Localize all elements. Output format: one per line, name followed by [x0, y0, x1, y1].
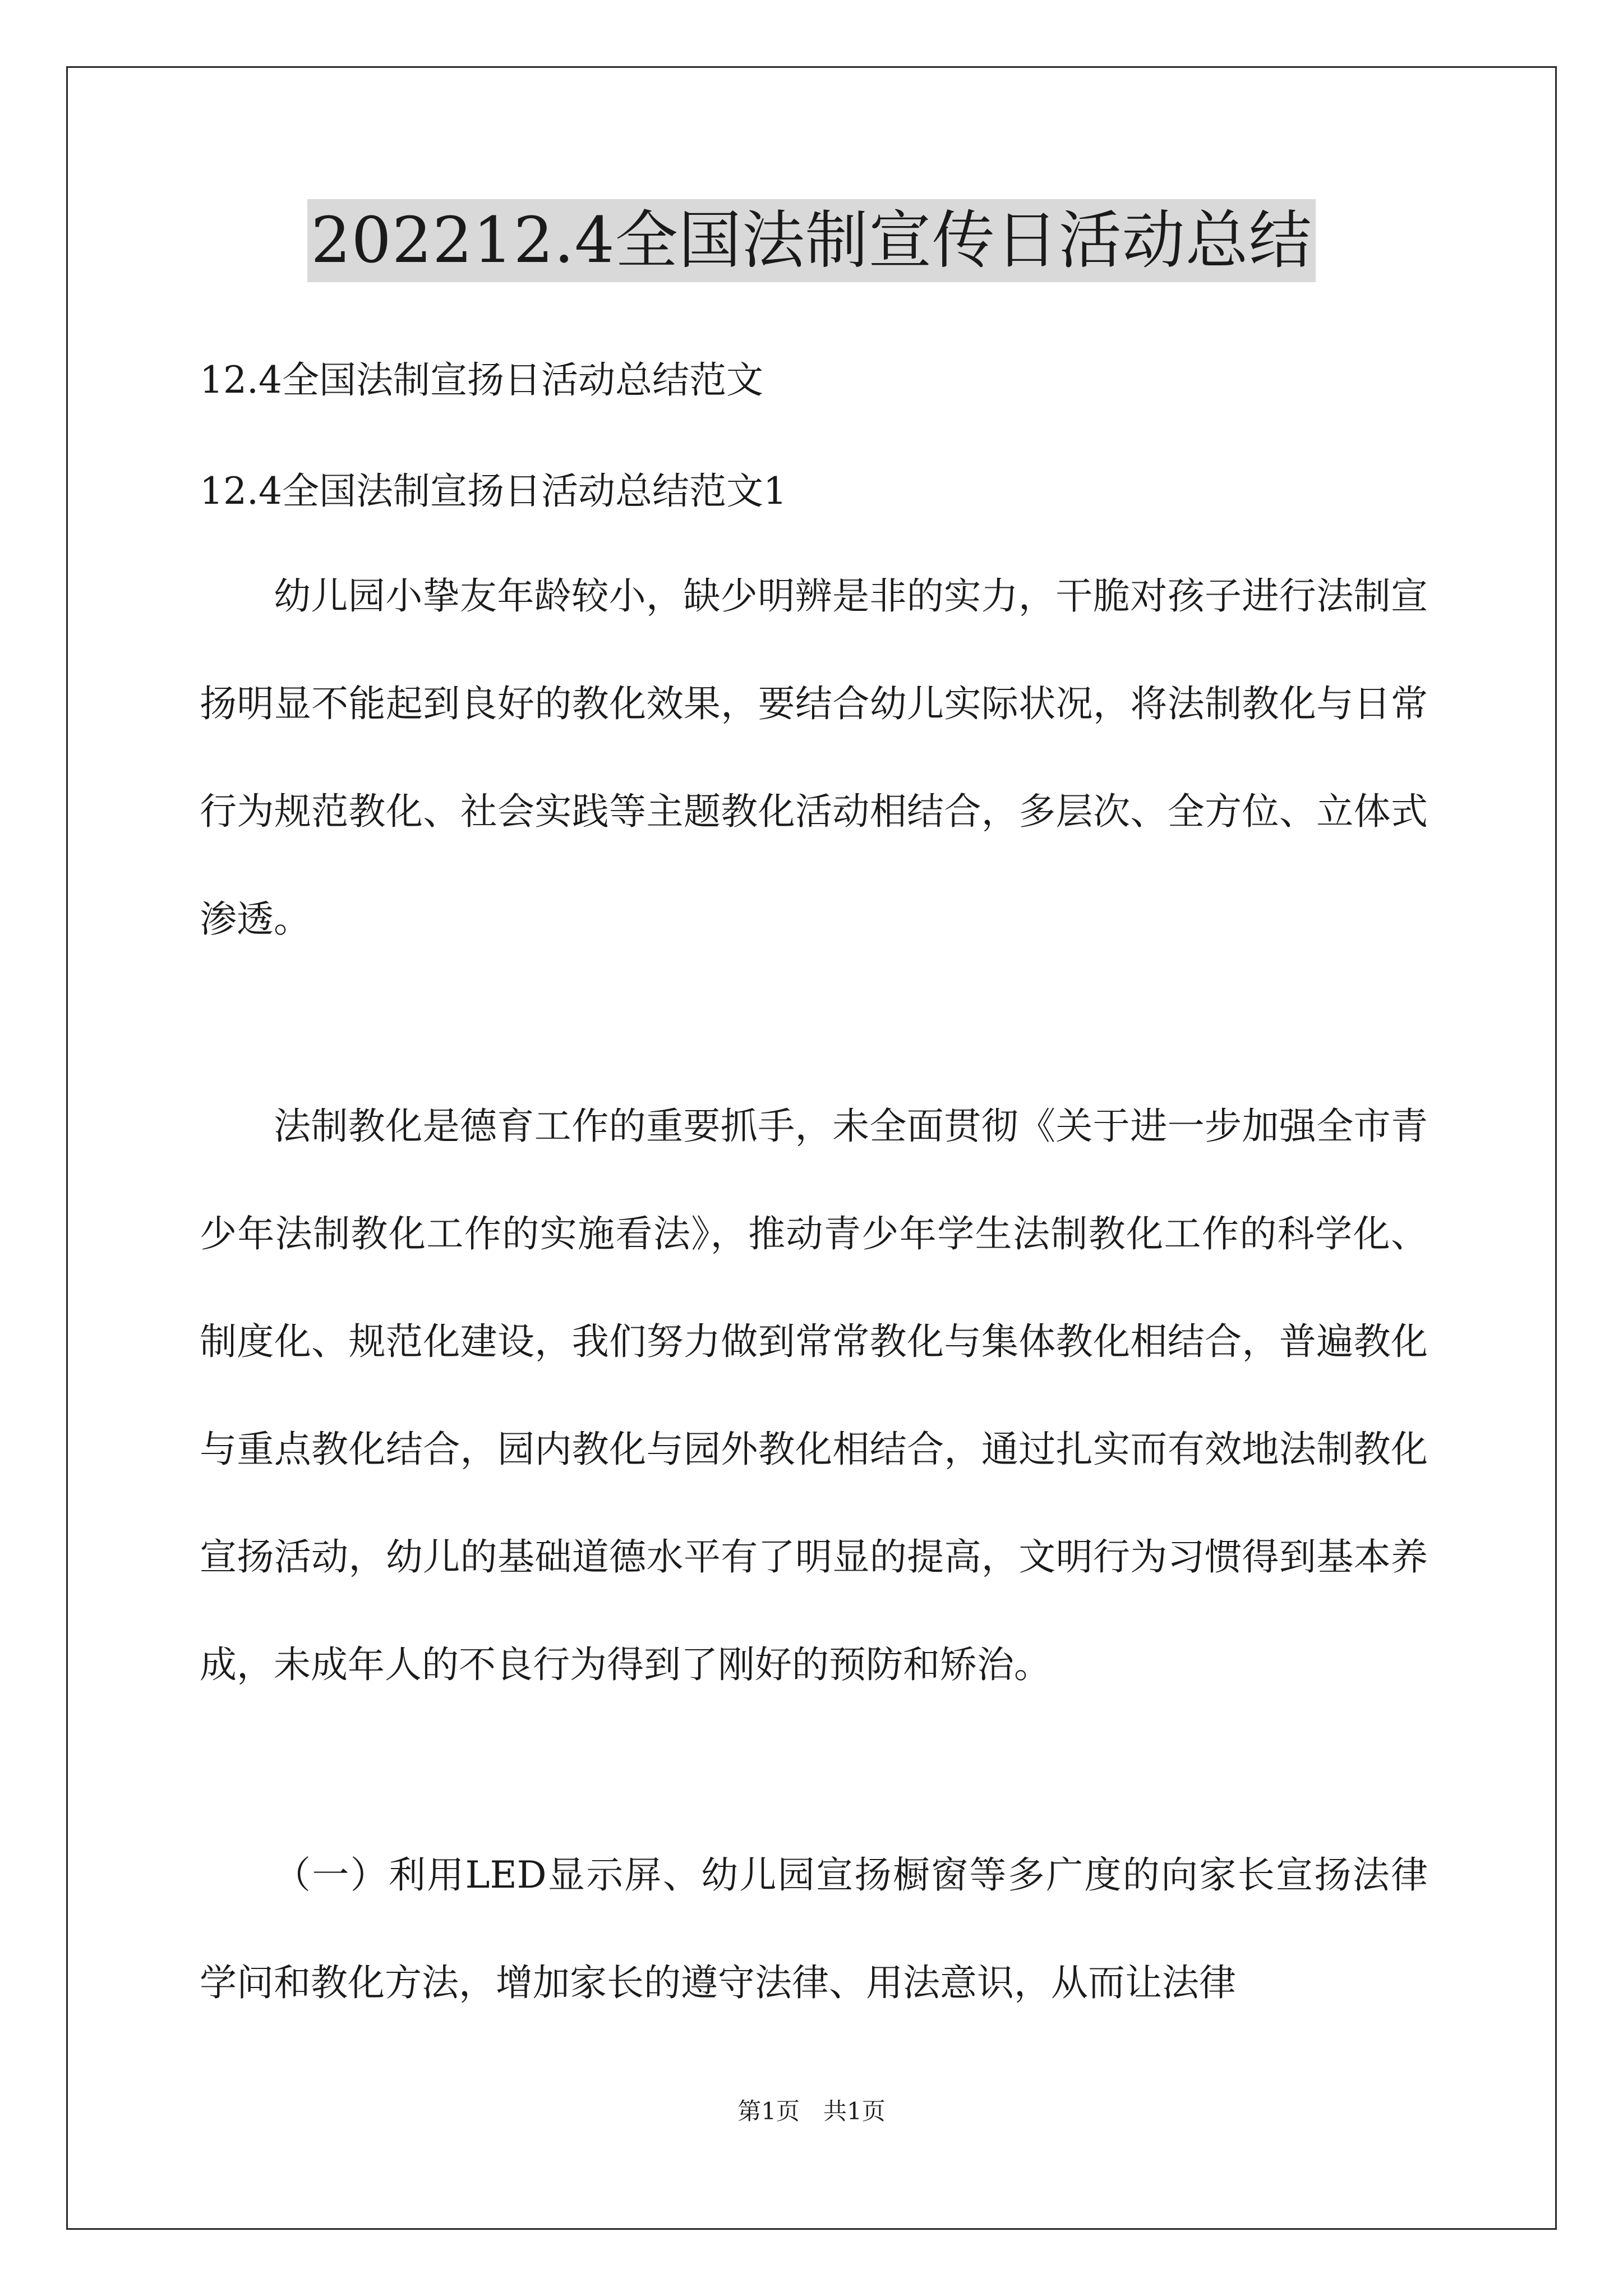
paragraph-2: 法制教化是德育工作的重要抓手，未全面贯彻《关于进一步加强全市青少年法制教化工作的实施看法》，推动青少年学生法制教化工作的科学化、制度化、规范化建设，我们努力做到常常教化与集体教化相结合，普遍教化与重点教化结合，园内教化与园外教化相结合，通过扎实而有效地法制教化宣扬活动，幼儿的基础道德水平有了明显的提高，文明行为习惯得到基本养成，未成年人的不良行为得到了刚好的预防和矫治。	[200, 1105, 1428, 1686]
document-title: 202212.4全国法制宣传日活动总结	[307, 199, 1315, 282]
page-number-footer: 第1页 共1页	[737, 2097, 886, 2125]
paragraph-3: （一）利用LED显示屏、幼儿园宣扬橱窗等多广度的向家长宣扬法律学问和教化方法，增加家长的遵守法律、用法意识，从而让法律	[200, 1853, 1428, 2004]
title-container	[0, 199, 1623, 282]
paragraph-1: 幼儿园小挚友年龄较小，缺少明辨是非的实力，干脆对孩子进行法制宣扬明显不能起到良好的教化效果，要结合幼儿实际状况，将法制教化与日常行为规范教化、社会实践等主题教化活动相结合，多层次、全方位、立体式渗透。	[200, 574, 1428, 941]
subheading-2: 12.4全国法制宣扬日活动总结范文1	[200, 470, 787, 513]
subheading-1: 12.4全国法制宣扬日活动总结范文	[200, 358, 763, 402]
